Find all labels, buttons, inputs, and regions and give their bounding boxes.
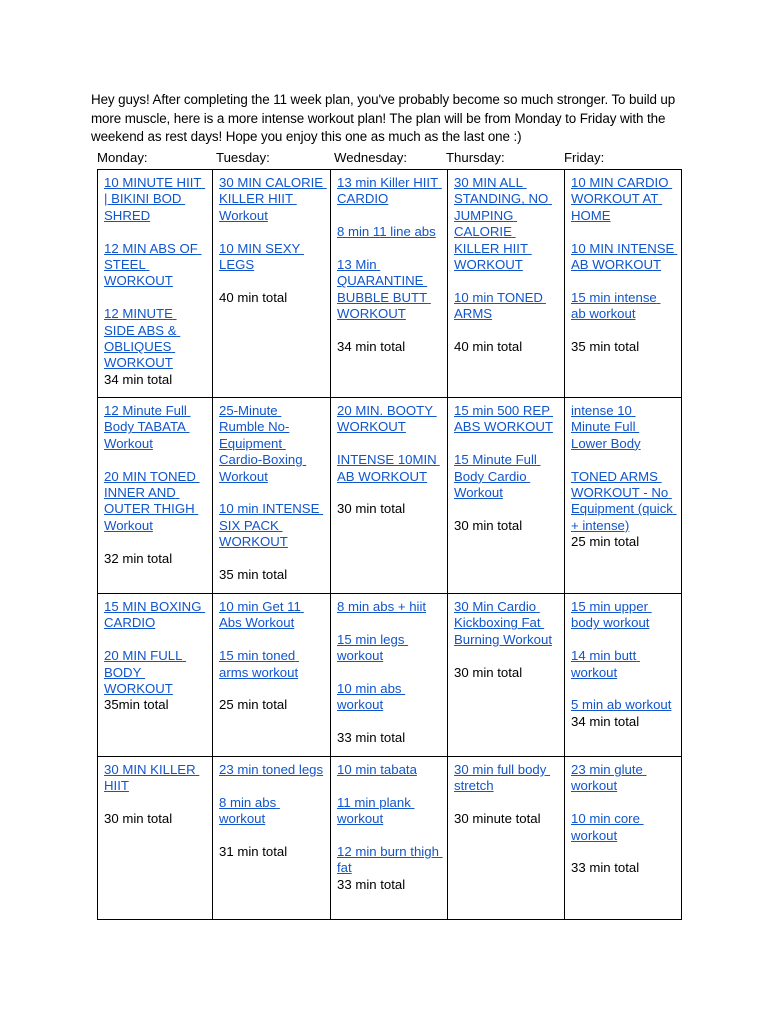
week-row-3 — [98, 594, 682, 757]
workout-link[interactable]: 12 Minute Full Body TABATA Workout — [104, 403, 191, 451]
workout-link[interactable]: 30 min full body stretch — [454, 762, 551, 794]
workout-link[interactable]: 15 min intense ab workout — [571, 289, 661, 322]
workout-link[interactable]: intense 10 Minute Full Lower Body — [571, 403, 641, 451]
day-label-monday: Monday: — [97, 150, 148, 165]
workout-link[interactable]: 30 MIN CALORIE KILLER HIIT Workout — [219, 175, 327, 223]
workout-link[interactable]: 11 min plank workout — [337, 794, 415, 827]
day-cell-friday — [565, 170, 682, 398]
workout-link[interactable]: 15 min toned arms workout — [219, 648, 299, 680]
total-time: 30 minute total — [454, 811, 541, 827]
day-header-row — [97, 149, 687, 167]
total-time: 35min total — [104, 697, 169, 713]
day-cell-friday — [565, 757, 682, 920]
workout-link[interactable]: 10 min abs workout — [337, 681, 406, 713]
total-time: 25 min total — [571, 534, 640, 550]
day-cell-tuesday — [213, 594, 331, 757]
workout-link[interactable]: 15 min 500 REP ABS WORKOUT — [454, 403, 553, 435]
workout-link[interactable]: 23 min glute workout — [571, 762, 647, 794]
day-cell-thursday — [448, 594, 565, 757]
day-label-friday: Friday: — [564, 150, 605, 165]
day-cell-tuesday — [213, 398, 331, 594]
workout-link[interactable]: 20 MIN TONED INNER AND OUTER THIGH Workout — [104, 468, 200, 533]
workout-link[interactable]: 25-Minute Rumble No-Equipment Cardio-Boxing Workout — [219, 403, 307, 484]
workout-link[interactable]: 15 min upper body workout — [571, 599, 652, 631]
week-row-4 — [98, 757, 682, 920]
total-time: 30 min total — [454, 664, 523, 680]
total-time: 40 min total — [219, 289, 288, 305]
day-label-wednesday: Wednesday: — [334, 150, 408, 165]
total-time: 34 min total — [104, 371, 173, 387]
workout-link[interactable]: 15 MIN BOXING CARDIO — [104, 599, 206, 631]
workout-link[interactable]: INTENSE 10MIN AB WORKOUT — [337, 452, 440, 484]
workout-link[interactable]: 10 min core workout — [571, 811, 644, 843]
total-time: 31 min total — [219, 844, 288, 859]
day-cell-wednesday — [331, 594, 448, 757]
day-label-tuesday: Tuesday: — [216, 150, 270, 165]
workout-link[interactable]: 13 Min QUARANTINE BUBBLE BUTT WORKOUT — [337, 257, 431, 322]
workout-link[interactable]: 30 Min Cardio Kickboxing Fat Burning Workout — [454, 599, 552, 647]
day-cell-tuesday — [213, 757, 331, 920]
day-cell-thursday — [448, 757, 565, 920]
total-time: 33 min total — [337, 730, 406, 746]
workout-link[interactable]: 12 MIN ABS OF STEEL WORKOUT — [104, 240, 202, 289]
workout-link[interactable]: 10 MIN CARDIO WORKOUT AT HOME — [571, 175, 673, 223]
total-time: 33 min total — [337, 876, 406, 892]
total-time: 35 min total — [571, 339, 640, 355]
day-cell-thursday — [448, 170, 565, 398]
day-cell-tuesday — [213, 170, 331, 398]
total-time: 40 min total — [454, 339, 523, 355]
day-cell-monday — [98, 594, 213, 757]
workout-link[interactable]: 10 min Get 11 Abs Workout — [219, 599, 304, 631]
week-row-1 — [98, 170, 682, 398]
day-cell-wednesday — [331, 757, 448, 920]
workout-link[interactable]: 15 min legs workout — [337, 631, 409, 664]
total-time: 30 min total — [104, 811, 173, 827]
workout-link[interactable]: 10 min INTENSE SIX PACK WORKOUT — [219, 501, 324, 550]
total-time: 34 min total — [337, 339, 406, 355]
total-time: 35 min total — [219, 567, 288, 583]
workout-link[interactable]: 10 MIN SEXY LEGS — [219, 240, 305, 273]
day-cell-monday — [98, 757, 213, 920]
intro-paragraph: Hey guys! After completing the 11 week plan, you've probably become so much stronger. To build up more muscle, here is a more intense workout plan! The plan will be from Monday to Friday with the weekend as rest days! Hope you enjoy this one as much as the last one :) — [91, 92, 676, 144]
total-time: 30 min total — [454, 517, 523, 533]
workout-link[interactable]: 14 min butt workout — [571, 648, 640, 680]
total-time: 25 min total — [219, 697, 288, 713]
workout-link[interactable]: 8 min abs workout — [219, 794, 280, 827]
workout-link[interactable]: 12 MINUTE SIDE ABS & OBLIQUES WORKOUT — [104, 306, 181, 371]
day-cell-thursday — [448, 398, 565, 594]
day-label-thursday: Thursday: — [446, 150, 505, 165]
workout-link[interactable]: 13 min Killer HIIT CARDIO — [337, 175, 442, 207]
workout-link[interactable]: 5 min ab workout — [571, 697, 672, 713]
workout-link[interactable]: 30 MIN ALL STANDING, NO JUMPING CALORIE KILLER HIIT WORKOUT — [454, 175, 552, 273]
day-cell-wednesday — [331, 398, 448, 594]
total-time: 32 min total — [104, 550, 173, 566]
workout-link[interactable]: 8 min 11 line abs — [337, 224, 436, 240]
workout-link[interactable]: 23 min toned legs — [219, 762, 324, 777]
workout-link[interactable]: 30 MIN KILLER HIIT — [104, 762, 200, 794]
total-time: 33 min total — [571, 860, 640, 876]
workout-link[interactable]: TONED ARMS WORKOUT - No Equipment (quick + intense) — [571, 468, 677, 533]
total-time: 30 min total — [337, 501, 406, 517]
workout-link[interactable]: 20 MIN FULL BODY WORKOUT — [104, 648, 187, 697]
workout-link[interactable]: 15 Minute Full Body Cardio Workout — [454, 452, 541, 501]
day-cell-monday — [98, 170, 213, 398]
workout-plan-table — [97, 169, 682, 920]
week-row-2 — [98, 398, 682, 594]
total-time: 34 min total — [571, 713, 640, 729]
day-cell-friday — [565, 594, 682, 757]
workout-link[interactable]: 12 min burn thigh fat — [337, 844, 443, 876]
workout-link[interactable]: 20 MIN. BOOTY WORKOUT — [337, 403, 437, 435]
workout-link[interactable]: 8 min abs + hiit — [337, 599, 427, 614]
workout-link[interactable]: 10 min tabata — [337, 762, 417, 777]
workout-link[interactable]: 10 MINUTE HIIT | BIKINI BOD SHRED — [104, 175, 206, 223]
day-cell-monday — [98, 398, 213, 594]
day-cell-friday — [565, 398, 682, 594]
workout-link[interactable]: 10 MIN INTENSE AB WORKOUT — [571, 240, 678, 273]
day-cell-wednesday — [331, 170, 448, 398]
workout-link[interactable]: 10 min TONED ARMS — [454, 289, 546, 322]
